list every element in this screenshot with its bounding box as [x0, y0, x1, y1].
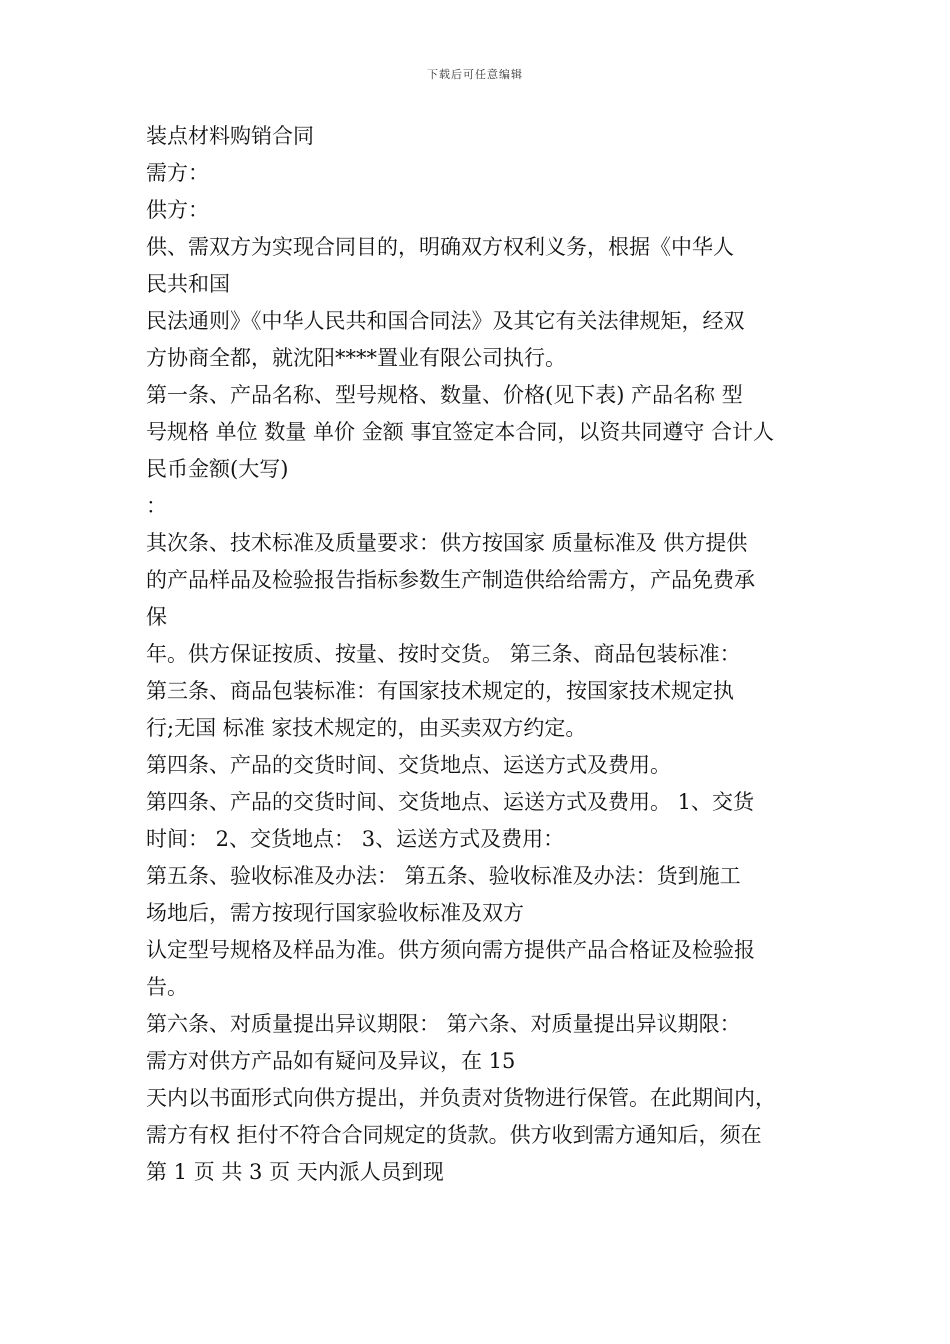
paragraph-line: 民共和国 [146, 272, 230, 296]
article-1-line: 第一条、产品名称、型号规格、数量、价格(见下表) 产品名称 型 [146, 383, 743, 407]
article-5-line: 告。 [146, 975, 188, 999]
article-1-line: 民币金额(大写) [146, 457, 289, 481]
article-5-line: 认定型号规格及样品为准。供方须向需方提供产品合格证及检验报 [146, 938, 755, 962]
article-3-line: 第三条、商品包装标准：有国家技术规定的，按国家技术规定执 [146, 679, 734, 703]
article-1-line: ： [146, 494, 167, 518]
paragraph-line: 供、需双方为实现合同目的，明确双方权利义务，根据《中华人 [146, 235, 734, 259]
page-footer-line: 第 1 页 共 3 页 天内派人员到现 [146, 1160, 444, 1184]
article-5-line: 场地后，需方按现行国家验收标准及双方 [146, 901, 524, 925]
article-4-heading: 第四条、产品的交货时间、交货地点、运送方式及费用。 [146, 753, 671, 777]
article-2-line: 年。供方保证按质、按量、按时交货。 第三条、商品包装标准： [146, 642, 741, 666]
paragraph-line: 方协商全都，就沈阳****置业有限公司执行。 [146, 346, 566, 370]
article-6-line: 天内以书面形式向供方提出，并负责对货物进行保管。在此期间内， [146, 1086, 776, 1110]
article-6-line: 需方对供方产品如有疑问及异议，在 15 [146, 1049, 516, 1073]
paragraph-line: 民法通则》《中华人民共和国合同法》及其它有关法律规矩，经双 [146, 309, 745, 333]
document-body [146, 118, 816, 1191]
supplier-line: 供方： [146, 198, 209, 222]
page-header: 下载后可任意编辑 [427, 68, 523, 81]
article-3-line: 行;无国 标准 家技术规定的，由买卖双方约定。 [146, 716, 587, 740]
article-2-line: 保 [146, 605, 167, 629]
buyer-line: 需方： [146, 161, 209, 185]
document-title: 装点材料购销合同 [146, 124, 314, 148]
article-1-line: 号规格 单位 数量 单价 金额 事宜签定本合同，以资共同遵守 合计人 [146, 420, 775, 444]
article-2-line: 其次条、技术标准及质量要求：供方按国家 质量标准及 供方提供 [146, 531, 748, 555]
article-4-line: 第四条、产品的交货时间、交货地点、运送方式及费用。 1、交货 [146, 790, 755, 814]
article-2-line: 的产品样品及检验报告指标参数生产制造供给给需方，产品免费承 [146, 568, 755, 592]
article-6-line: 第六条、对质量提出异议期限： 第六条、对质量提出异议期限： [146, 1012, 741, 1036]
article-5-line: 第五条、验收标准及办法： 第五条、验收标准及办法：货到施工 [146, 864, 741, 888]
article-6-line: 需方有权 拒付不符合合同规定的货款。供方收到需方通知后，须在 [146, 1123, 762, 1147]
article-4-line: 时间： 2、交货地点： 3、运送方式及费用： [146, 827, 565, 851]
